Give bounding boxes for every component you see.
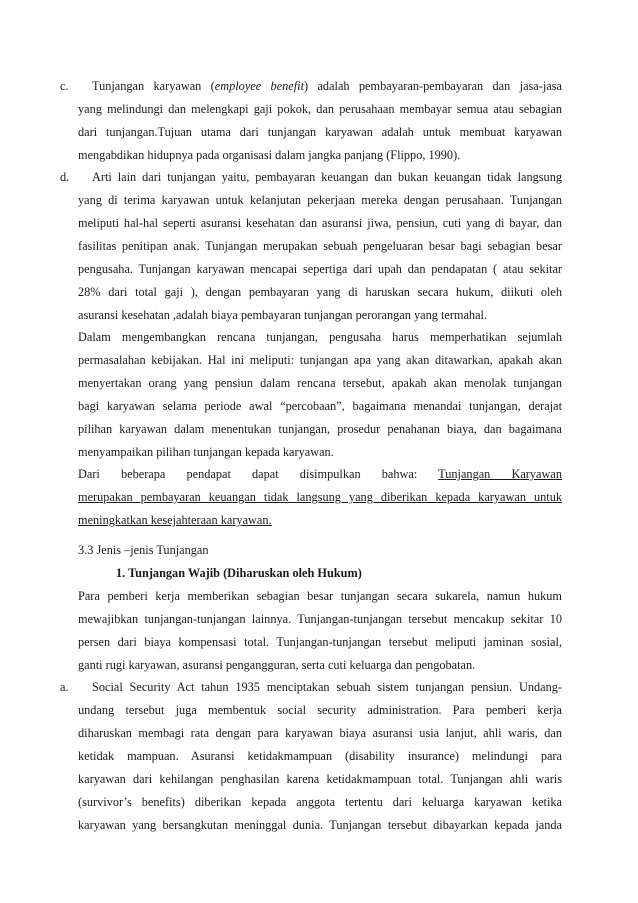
mandatory-line-4: ganti rugi karyawan, asuransi pengangguran, serta cuti keluarga dan pengobatan. <box>78 658 476 672</box>
item-a-line-6: (survivor’s benefits) diberikan kepada anggota tertentu dari keluarga karyawan ketika <box>78 795 562 809</box>
item-a-line-1: Social Security Act tahun 1935 menciptakan sebuah sistem tunjangan pensiun. Undang- <box>92 680 562 694</box>
item-d-line-4: fasilitas penitipan anak. Tunjangan merupakan sebuah pengeluaran besar bagi sebagian besar <box>78 239 562 253</box>
list-marker-a: a. <box>60 680 69 694</box>
policy-line-6: menyampaikan pilihan tunjangan kepada karyawan. <box>78 445 334 459</box>
policy-line-1: Dalam mengembangkan rencana tunjangan, pengusaha harus memperhatikan sejumlah <box>78 330 562 344</box>
item-d-line-2: yang di terima karyawan untuk kelanjutan pekerjaan mereka dengan perusahaan. Tunjangan <box>78 193 562 207</box>
conclusion-line-3: meningkatkan kesejahteraan karyawan. <box>78 513 272 527</box>
item-d-line-5: pengusaha. Tunjangan karyawan mencapai sepertiga dari upah dan pendapatan ( atau sekitar <box>78 262 562 276</box>
item-a-line-2: undang tersebut juga membentuk social security administration. Para pemberi kerja <box>78 703 562 717</box>
section-heading: 3.3 Jenis –jenis Tunjangan <box>78 543 209 557</box>
item-c-line-4: mengabdikan hidupnya pada organisasi dalam jangka panjang (Flippo, 1990). <box>78 148 461 162</box>
item-d-line-3: meliputi hal-hal seperti asuransi kesehatan dan asuransi jiwa, pensiun, cuti yang di bayar, dan <box>78 216 562 230</box>
mandatory-line-3: persen dari biaya kompensasi total. Tunjangan-tunjangan tersebut meliputi jaminan sosial, <box>78 635 562 649</box>
mandatory-line-2: mewajibkan tunjangan-tunjangan lainnya. Tunjangan-tunjangan tersebut mencakup sekitar 10 <box>78 612 562 626</box>
item-a-line-3: diharuskan membagi rata dengan para karyawan biaya asuransi usia lanjut, ahli waris, dan <box>78 726 562 740</box>
list-marker-d: d. <box>60 170 70 184</box>
item-a-line-7: karyawan yang bersangkutan meninggal dunia. Tunjangan tersebut dibayarkan kepada janda <box>78 818 562 832</box>
mandatory-line-1: Para pemberi kerja memberikan sebagian besar tunjangan secara sukarela, namun hukum <box>78 589 562 603</box>
item-c-line-3: dari tunjangan.Tujuan utama dari tunjangan karyawan adalah untuk membuat karyawan <box>78 125 562 139</box>
policy-line-3: menyertakan orang yang pensiun dalam rencana tersebut, apakah akan menolak tunjangan <box>78 376 562 390</box>
list-marker-c: c. <box>60 79 69 93</box>
item-d-line-1: Arti lain dari tunjangan yaitu, pembayaran keuangan dan bukan keuangan tidak langsung <box>92 170 562 184</box>
item-a-line-5: karyawan dari kehilangan penghasilan karena ketidakmampuan total. Tunjangan ahli waris <box>78 772 562 786</box>
item-c-line-2: yang melindungi dan melengkapi gaji pokok, dan perusahaan membayar semua atau sebagian <box>78 102 562 116</box>
conclusion-underlined-term: Tunjangan Karyawan <box>438 467 562 481</box>
item-a-line-4: ketidak mampuan. Asuransi ketidakmampuan (disability insurance) melindungi para <box>78 749 562 763</box>
item-d-line-6: 28% dari total gaji ), dengan pembayaran yang di haruskan secara hukum, diikuti oleh <box>78 285 562 299</box>
item-c-line-1 <box>92 78 562 94</box>
conclusion-lead: Dari beberapa pendapat dapat disimpulkan bahwa: <box>78 467 418 481</box>
text-span: ) adalah pembayaran-pembayaran dan jasa-jasa <box>304 79 562 93</box>
employee-benefit-term: employee benefit <box>214 79 305 93</box>
subsection-heading: 1. Tunjangan Wajib (Diharuskan oleh Hukum) <box>116 566 362 580</box>
conclusion-line-2: merupakan pembayaran keuangan tidak langsung yang diberikan kepada karyawan untuk <box>78 490 562 504</box>
text-span: Tunjangan karyawan ( <box>92 79 215 93</box>
policy-line-5: pilihan karyawan dalam menentukan tunjangan, prosedur penahanan biaya, dan bagaimana <box>78 422 562 436</box>
policy-line-2: permasalahan kebijakan. Hal ini meliputi: tunjangan apa yang akan ditawarkan, apakah akan <box>78 353 562 367</box>
conclusion-line-1 <box>78 466 562 482</box>
policy-line-4: bagi karyawan selama periode awal “percobaan”, bagaimana menandai tunjangan, derajat <box>78 399 562 413</box>
item-d-line-7: asuransi kesehatan ,adalah biaya pembayaran tunjangan perorangan yang termahal. <box>78 308 488 322</box>
